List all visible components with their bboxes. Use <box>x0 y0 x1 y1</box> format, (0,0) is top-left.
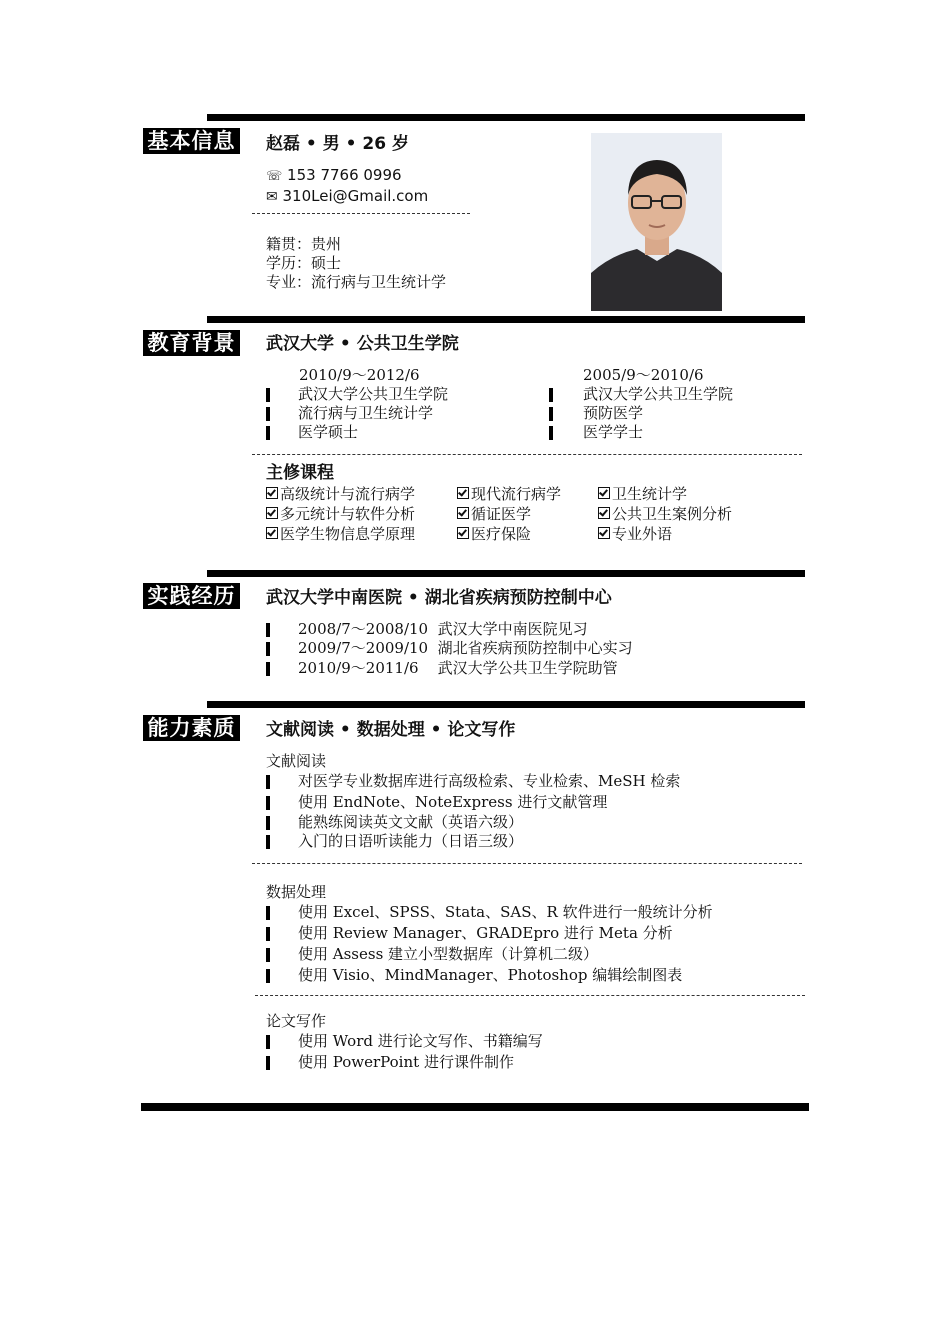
checkbox-icon <box>457 507 469 519</box>
section-bar-skills <box>207 701 805 708</box>
phone-number: 153 7766 0996 <box>287 166 402 184</box>
education-heading: 武汉大学 • 公共卫生学院 <box>266 334 459 354</box>
divider <box>252 863 802 864</box>
section-title-basic: 基本信息 <box>143 128 240 154</box>
bullet-bar <box>266 388 270 402</box>
course-item: 循证医学 <box>457 505 531 524</box>
skill-group-title: 数据处理 <box>266 883 327 901</box>
section-title-skills: 能力素质 <box>143 715 240 741</box>
skill-group-title: 文献阅读 <box>266 752 327 770</box>
bullet-bar <box>266 426 270 440</box>
section-bar-practice <box>207 570 805 577</box>
course-item: 医学生物信息学原理 <box>266 525 415 544</box>
major: 专业：流行病与卫生统计学 <box>266 273 447 291</box>
education-period-master: 2010/9～2012/6 <box>299 366 420 384</box>
bullet-bar <box>549 426 553 440</box>
course-item: 现代流行病学 <box>457 485 561 504</box>
divider <box>255 995 805 996</box>
bullet-bar <box>266 1035 270 1049</box>
section-title-practice: 实践经历 <box>143 583 240 609</box>
phone-line <box>266 166 402 186</box>
course-item: 专业外语 <box>598 525 672 544</box>
bullet-bar <box>549 407 553 421</box>
checkbox-icon <box>266 487 278 499</box>
bullet-bar <box>266 642 270 656</box>
email-line <box>266 187 428 207</box>
checkbox-icon <box>598 527 610 539</box>
bullet-bar <box>266 662 270 676</box>
section-bar-basic <box>207 114 805 121</box>
bullet-bar <box>266 927 270 941</box>
course-item: 高级统计与流行病学 <box>266 485 415 504</box>
education-period-bachelor: 2005/9～2010/6 <box>583 366 704 384</box>
bullet-bar <box>266 948 270 962</box>
section-bar-education <box>207 316 805 323</box>
divider <box>252 454 802 455</box>
skill-group-title: 论文写作 <box>266 1012 327 1030</box>
bullet-bar <box>266 775 270 789</box>
checkbox-icon <box>457 527 469 539</box>
bullet-bar <box>266 407 270 421</box>
bullet-bar <box>266 796 270 810</box>
footer-bar <box>141 1103 809 1111</box>
bullet-bar <box>266 623 270 637</box>
bullet-bar <box>266 969 270 983</box>
course-item: 多元统计与软件分析 <box>266 505 415 524</box>
checkbox-icon <box>598 487 610 499</box>
degree: 学历：硕士 <box>266 254 342 272</box>
bullet-bar <box>266 835 270 849</box>
bullet-bar <box>266 1056 270 1070</box>
section-title-education: 教育背景 <box>143 330 240 356</box>
divider <box>252 213 470 214</box>
envelope-icon: ✉ <box>266 189 278 205</box>
checkbox-icon <box>266 527 278 539</box>
course-item: 医疗保险 <box>457 525 531 544</box>
courses-heading: 主修课程 <box>266 463 334 483</box>
checkbox-icon <box>457 487 469 499</box>
email-address: 310Lei@Gmail.com <box>282 187 429 205</box>
course-item: 公共卫生案例分析 <box>598 505 732 524</box>
hometown: 籍贯：贵州 <box>266 235 342 253</box>
bullet-bar <box>549 388 553 402</box>
name-line: 赵磊 • 男 • 26 岁 <box>266 134 409 154</box>
checkbox-icon <box>598 507 610 519</box>
phone-icon: ☏ <box>266 169 283 184</box>
profile-photo <box>591 133 722 311</box>
skills-heading: 文献阅读 • 数据处理 • 论文写作 <box>266 720 516 740</box>
checkbox-icon <box>266 507 278 519</box>
practice-heading: 武汉大学中南医院 • 湖北省疾病预防控制中心 <box>266 588 612 608</box>
bullet-bar <box>266 906 270 920</box>
course-item: 卫生统计学 <box>598 485 687 504</box>
bullet-bar <box>266 816 270 830</box>
